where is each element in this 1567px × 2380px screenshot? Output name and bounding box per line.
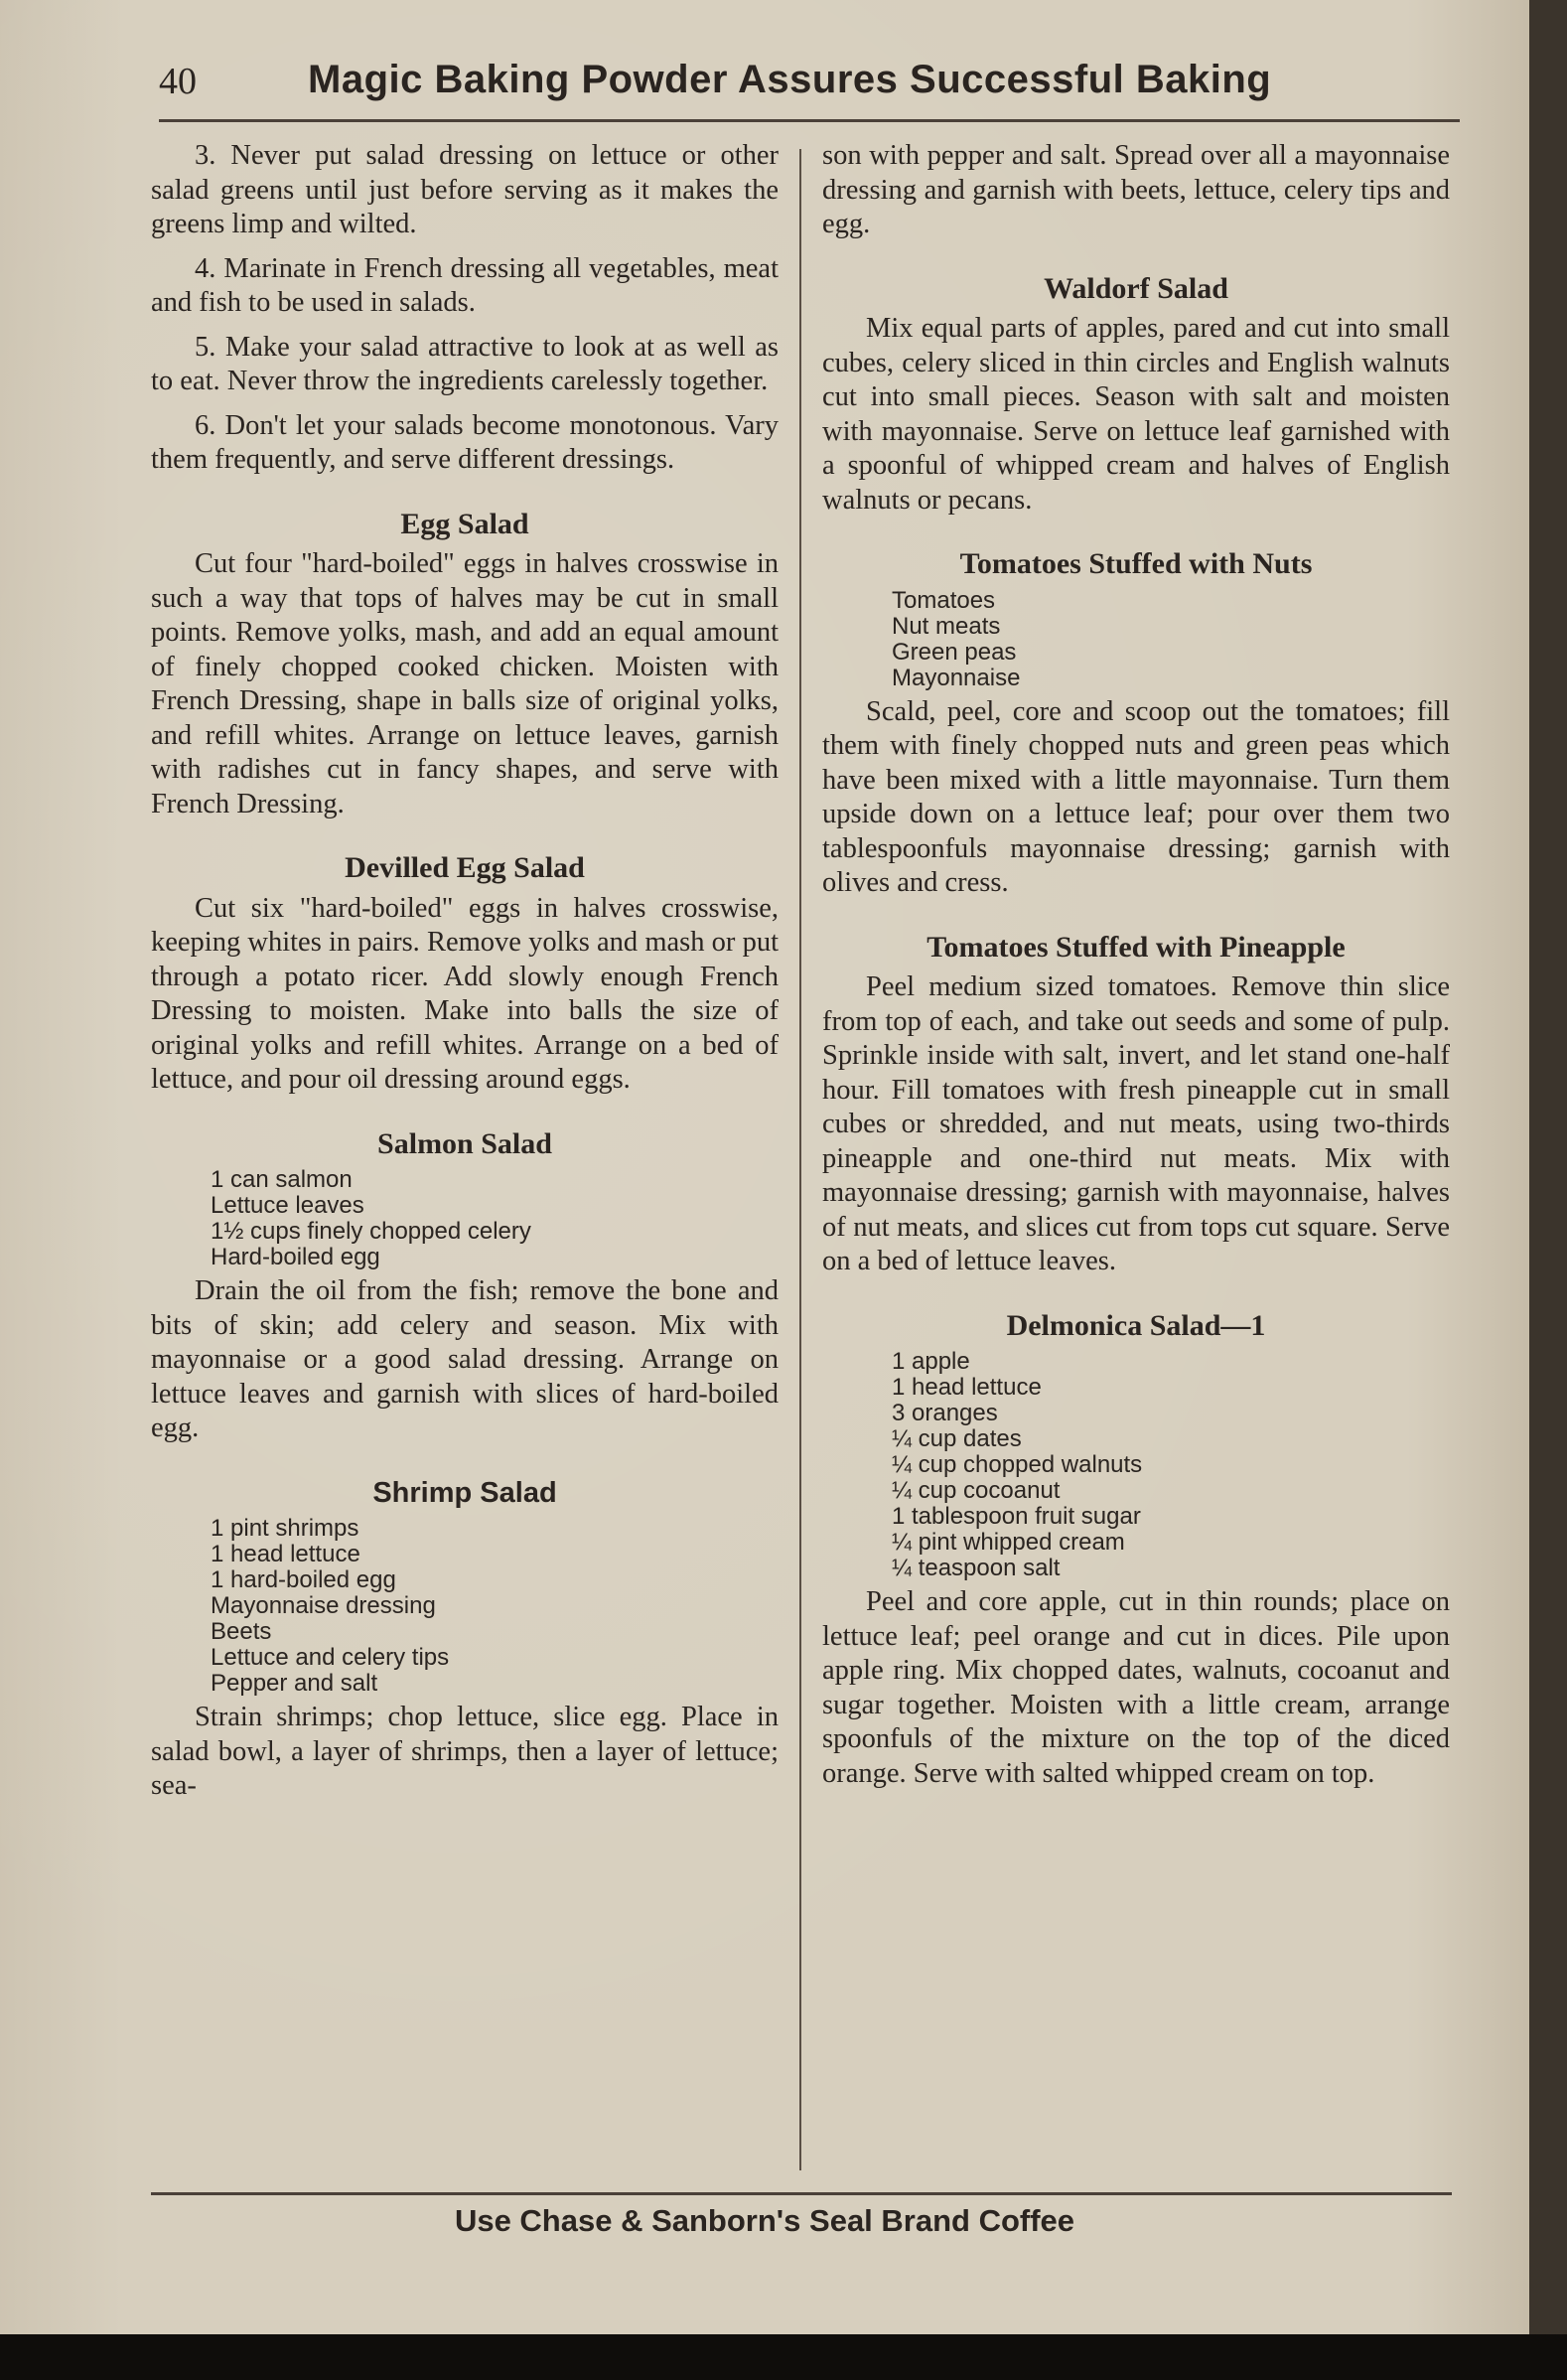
tip-5: 5. Make your salad attractive to look at as well as to eat. Never throw the ingredients carelessly together. — [151, 331, 779, 396]
ingredient: ¼ cup dates — [892, 1425, 1022, 1452]
ingredient: 1 pint shrimps — [211, 1515, 359, 1542]
ingredient: 1 head lettuce — [211, 1541, 360, 1567]
header-title: Magic Baking Powder Assures Successful Baking — [308, 58, 1272, 101]
ingredient: Tomatoes — [892, 586, 996, 614]
column-divider — [799, 149, 801, 2170]
delmonica-salad-text: Peel and core apple, cut in thin rounds; place on lettuce leaf; peel orange and cut in dices. Pile upon apple ring. Mix chopped dates, walnuts, cocoanut and sugar together. Moisten with a little cream, arrange spoonfuls of the mixture on the top of the diced orange. Serve with salted whipped cream on top. — [822, 1586, 1450, 1789]
ingredient: Lettuce and celery tips — [211, 1644, 450, 1671]
ingredient: Pepper and salt — [211, 1670, 378, 1697]
devilled-egg-salad-title: Devilled Egg Salad — [345, 851, 585, 884]
tip-4: 4. Marinate in French dressing all vegetables, meat and fish to be used in salads. — [151, 252, 779, 318]
salmon-salad-title: Salmon Salad — [377, 1126, 552, 1160]
page-header — [159, 60, 1460, 115]
ingredient: Mayonnaise dressing — [211, 1592, 436, 1619]
left-column — [151, 139, 779, 1814]
salmon-salad-ingredients — [211, 1167, 779, 1270]
ingredient: Nut meats — [892, 612, 1001, 640]
ingredient: 1 tablespoon fruit sugar — [892, 1503, 1141, 1530]
delmonica-salad-title: Delmonica Salad—1 — [1006, 1308, 1266, 1342]
page-number: 40 — [159, 61, 197, 102]
ingredient: Hard-boiled egg — [211, 1244, 380, 1270]
tomatoes-pineapple-title: Tomatoes Stuffed with Pineapple — [926, 930, 1346, 964]
header-rule — [159, 119, 1460, 122]
ingredient: 1½ cups finely chopped celery — [211, 1218, 531, 1245]
ingredient: 1 head lettuce — [892, 1374, 1042, 1401]
scan-background — [0, 2334, 1567, 2380]
ingredient: 1 can salmon — [211, 1166, 353, 1193]
waldorf-salad-title: Waldorf Salad — [1044, 271, 1228, 305]
shrimp-salad-continued: son with pepper and salt. Spread over all a mayonnaise dressing and garnish with beets, lettuce, celery tips and egg. — [822, 140, 1450, 239]
tomatoes-nuts-text: Scald, peel, core and scoop out the tomatoes; fill them with finely chopped nuts and green peas which have been mixed with a little mayonnaise. Turn them upside down on a lettuce leaf; pour over them two tablespoonfuls mayonnaise dressing; garnish with olives and cress. — [822, 695, 1450, 898]
waldorf-salad-text: Mix equal parts of apples, pared and cut into small cubes, celery sliced in thin circles and English walnuts cut into small pieces. Season with salt and moisten with mayonnaise. Serve on lettuce leaf garnished with a spoonful of whipped cream and halves of English walnuts or pecans. — [822, 313, 1450, 516]
egg-salad-text: Cut four "hard-boiled" eggs in halves crosswise in such a way that tops of halves may be cut in small points. Remove yolks, mash, and add an equal amount of finely chopped cooked chicken. Moisten with French Dressing, shape in balls size of original yolks, and refill whites. Arrange on lettuce leaves, garnish with radishes cut in fancy shapes, and serve with French Dressing. — [151, 548, 779, 819]
delmonica-salad-ingredients — [892, 1349, 1450, 1581]
ingredient: Beets — [211, 1618, 272, 1645]
right-column — [822, 139, 1450, 1801]
tomatoes-pineapple-text: Peel medium sized tomatoes. Remove thin slice from top of each, and take out seeds and some of pulp. Sprinkle inside with salt, invert, and let stand one-half hour. Fill tomatoes with fresh pineapple cut in small cubes or shredded, and nut meats, using two-thirds pineapple and one-third nut meats. Mix with mayonnaise dressing; garnish with mayonnaise, halves of nut meats, and slices cut from tops cut square. Serve on a bed of lettuce leaves. — [822, 971, 1450, 1276]
tip-3: 3. Never put salad dressing on lettuce or other salad greens until just before serving as it makes the greens limp and wilted. — [151, 140, 779, 239]
ingredient: ¼ teaspoon salt — [892, 1555, 1061, 1581]
tomatoes-nuts-ingredients — [892, 588, 1450, 691]
ingredient: 1 hard-boiled egg — [211, 1566, 396, 1593]
ingredient: 1 apple — [892, 1348, 970, 1375]
ingredient: Green peas — [892, 638, 1017, 666]
ingredient: 3 oranges — [892, 1400, 998, 1426]
salmon-salad-text: Drain the oil from the fish; remove the bone and bits of skin; add celery and season. Mix with mayonnaise or a good salad dressing. Arrange on lettuce leaves and garnish with slices of hard-boiled egg. — [151, 1275, 779, 1443]
ingredient: Mayonnaise — [892, 664, 1021, 691]
egg-salad-title: Egg Salad — [400, 507, 529, 540]
shrimp-salad-ingredients — [211, 1516, 779, 1697]
footer-rule — [151, 2192, 1452, 2195]
tip-6: 6. Don't let your salads become monotonous. Vary them frequently, and serve different dressings. — [151, 409, 779, 475]
ingredient: Lettuce leaves — [211, 1192, 364, 1219]
devilled-egg-salad-text: Cut six "hard-boiled" eggs in halves crosswise, keeping whites in pairs. Remove yolks and mash or put through a potato ricer. Add slowly enough French Dressing to moisten. Make into balls the size of original yolks and refill whites. Arrange on a bed of lettuce, and pour oil dressing around eggs. — [151, 892, 779, 1095]
page-footer: Use Chase & Sanborn's Seal Brand Coffee — [454, 2203, 1075, 2238]
shrimp-salad-text: Strain shrimps; chop lettuce, slice egg. Place in salad bowl, a layer of shrimps, then a layer of lettuce; sea- — [151, 1702, 779, 1801]
page-edge-shadow — [1529, 0, 1567, 2380]
shrimp-salad-title: Shrimp Salad — [372, 1476, 557, 1509]
ingredient: ¼ cup chopped walnuts — [892, 1451, 1143, 1478]
tomatoes-nuts-title: Tomatoes Stuffed with Nuts — [959, 547, 1313, 580]
ingredient: ¼ pint whipped cream — [892, 1529, 1125, 1556]
ingredient: ¼ cup cocoanut — [892, 1477, 1061, 1504]
